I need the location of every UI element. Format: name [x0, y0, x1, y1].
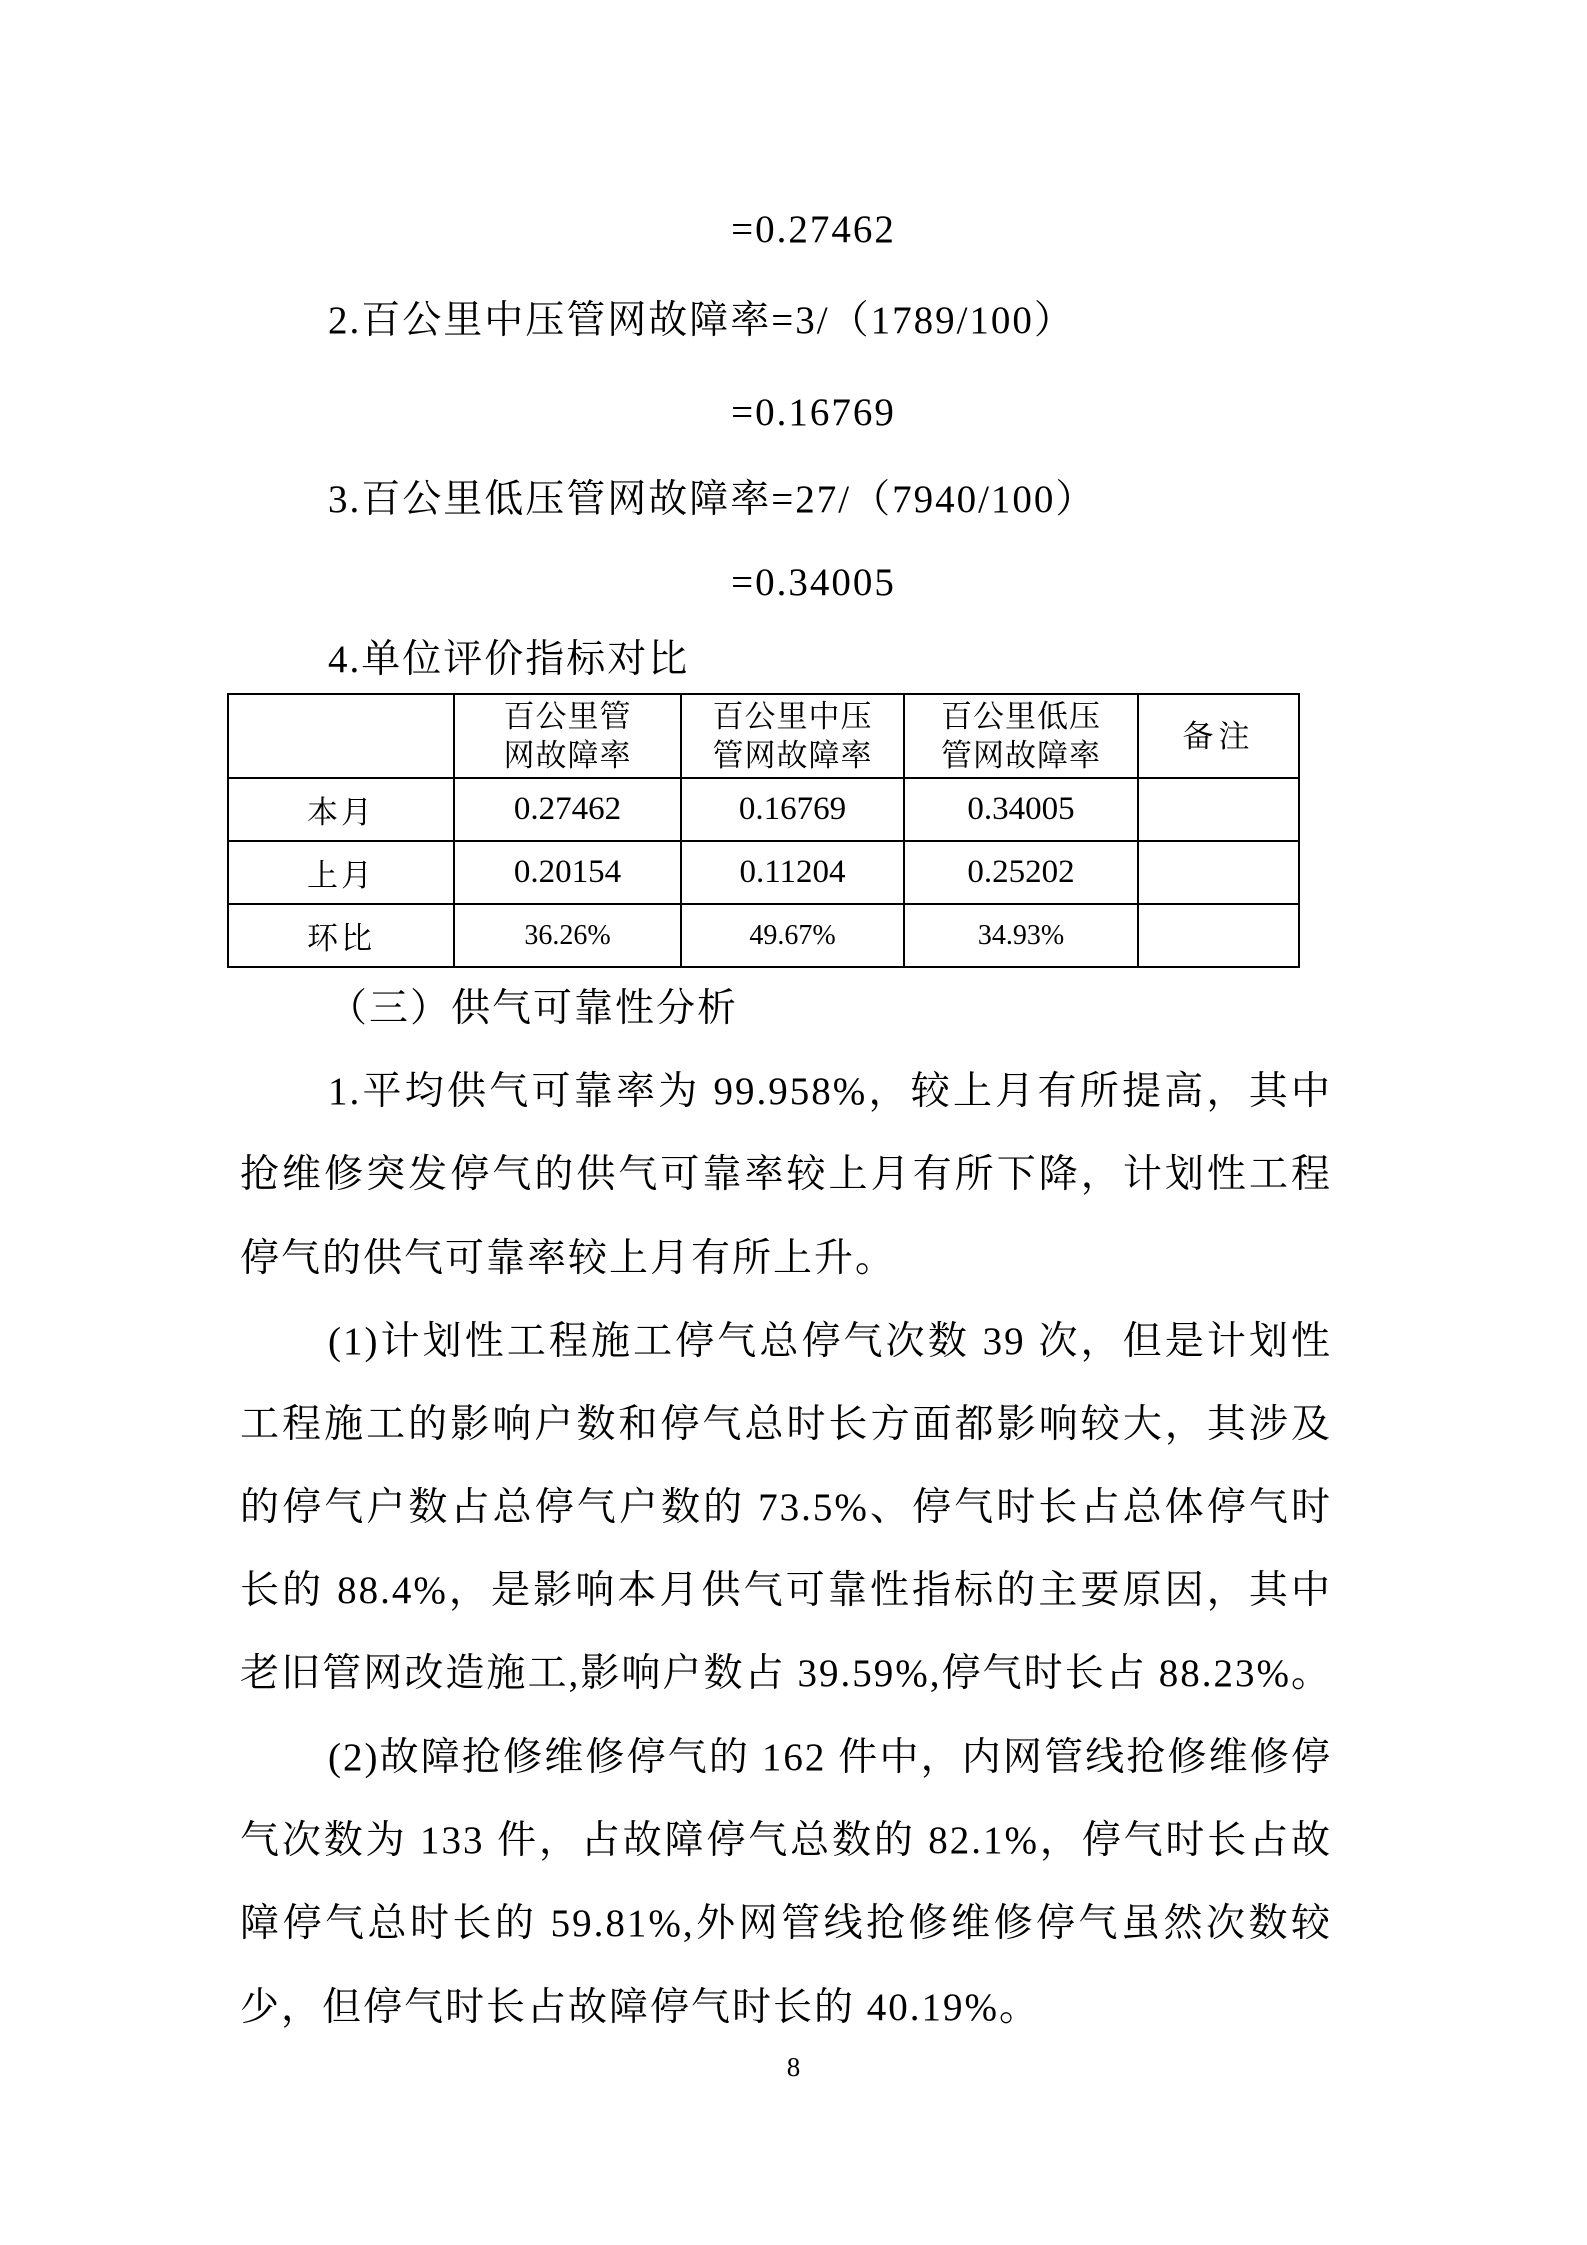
body-line: 障停气总时长的 59.81%,外网管线抢修维修停气虽然次数较 — [240, 1902, 1332, 1945]
header-remark: 备注 — [1138, 694, 1299, 778]
header-line: 百公里低压 — [941, 699, 1101, 734]
table-row-last-month — [228, 841, 1299, 904]
formula-result-1: =0.27462 — [731, 208, 896, 251]
cell-value: 49.67% — [681, 904, 904, 967]
cell-value: 0.20154 — [454, 841, 681, 904]
header-line: 百公里中压 — [712, 699, 873, 734]
cell-remark — [1138, 778, 1299, 841]
cell-value: 0.16769 — [681, 778, 904, 841]
formula-result-3: =0.34005 — [731, 561, 896, 604]
header-low-pressure-rate — [904, 694, 1138, 778]
body-line: 气次数为 133 件，占故障停气总数的 82.1%，停气时长占故 — [240, 1819, 1332, 1862]
table-row-mom-change — [228, 904, 1299, 967]
body-line: 少，但停气时长占故障停气时长的 40.19%。 — [240, 1986, 1040, 2029]
page-number: 8 — [786, 2052, 801, 2082]
formula-item-2: 2.百公里中压管网故障率=3/（1789/100） — [328, 299, 1075, 342]
header-medium-pressure-rate — [681, 694, 904, 778]
body-line: 老旧管网改造施工,影响户数占 39.59%,停气时长占 88.23%。 — [240, 1652, 1332, 1695]
cell-value: 0.25202 — [904, 841, 1138, 904]
body-line: (1)计划性工程施工停气总停气次数 39 次，但是计划性 — [328, 1320, 1332, 1363]
body-line: 长的 88.4%，是影响本月供气可靠性指标的主要原因，其中 — [240, 1569, 1332, 1612]
body-line: 工程施工的影响户数和停气总时长方面都影响较大，其涉及 — [240, 1403, 1332, 1446]
cell-value: 0.11204 — [681, 841, 904, 904]
cell-value: 34.93% — [904, 904, 1138, 967]
table-row-current-month — [228, 778, 1299, 841]
header-line: 网故障率 — [503, 738, 632, 773]
header-network-failure-rate — [454, 694, 681, 778]
row-label: 环比 — [228, 904, 454, 967]
row-label: 本月 — [228, 778, 454, 841]
body-line: 抢维修突发停气的供气可靠率较上月有所下降，计划性工程 — [240, 1153, 1332, 1196]
cell-value: 36.26% — [454, 904, 681, 967]
table-header-row — [228, 694, 1299, 778]
section-heading: （三）供气可靠性分析 — [328, 987, 739, 1030]
cell-remark — [1138, 904, 1299, 967]
header-line: 百公里管 — [503, 699, 632, 734]
body-line: 的停气户数占总停气户数的 73.5%、停气时长占总体停气时 — [240, 1486, 1332, 1529]
body-line: 停气的供气可靠率较上月有所上升。 — [240, 1237, 897, 1280]
header-empty-cell — [228, 694, 454, 778]
cell-remark — [1138, 841, 1299, 904]
header-line: 管网故障率 — [712, 738, 873, 773]
cell-value: 0.34005 — [904, 778, 1138, 841]
comparison-table — [227, 693, 1300, 968]
body-line: 1.平均供气可靠率为 99.958%，较上月有所提高，其中 — [328, 1070, 1332, 1113]
formula-result-2: =0.16769 — [731, 391, 896, 434]
formula-item-3: 3.百公里低压管网故障率=27/（7940/100） — [328, 478, 1097, 521]
cell-value: 0.27462 — [454, 778, 681, 841]
header-line: 管网故障率 — [941, 738, 1101, 773]
row-label: 上月 — [228, 841, 454, 904]
body-line: (2)故障抢修维修停气的 162 件中，内网管线抢修维修停 — [328, 1736, 1332, 1779]
table-caption: 4.单位评价指标对比 — [328, 638, 690, 681]
